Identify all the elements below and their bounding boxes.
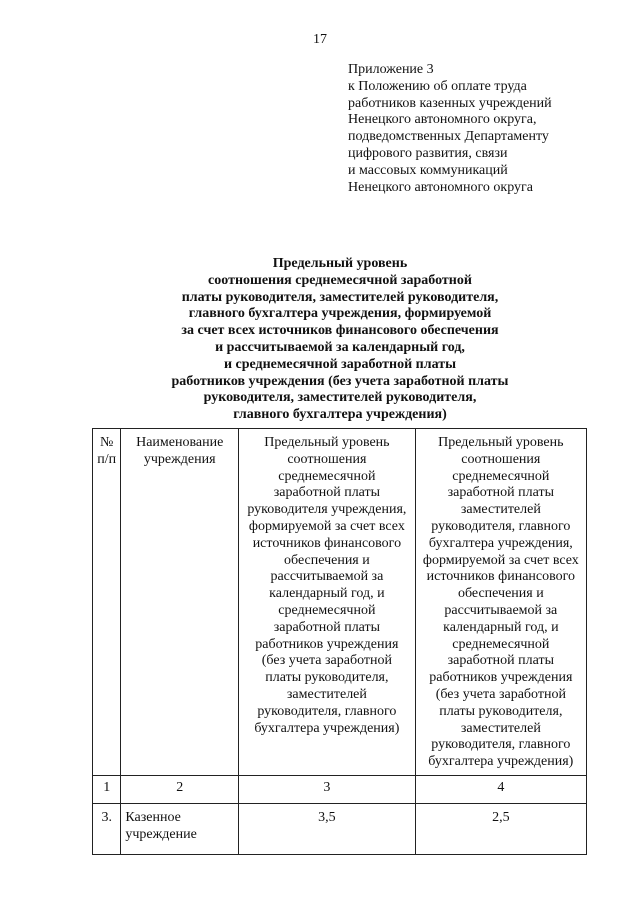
header-line: №: [100, 435, 114, 450]
header-line: руководителя, главного: [431, 518, 571, 534]
title-line: и рассчитываемой за календарный год,: [215, 339, 465, 355]
header-line: обеспечения и: [284, 552, 370, 568]
appendix-line: Ненецкого автономного округа,: [348, 112, 537, 128]
head-ratio-cell: 3,5: [239, 803, 416, 854]
document-title: [140, 256, 540, 424]
header-line: рассчитываемой за: [444, 602, 558, 618]
title-line: и среднемесячной заработной платы: [223, 356, 457, 372]
header-line: заработной платы: [447, 653, 555, 669]
header-line: среднемесячной: [452, 468, 550, 484]
header-line: Наименование: [136, 435, 224, 450]
header-line: формируемой за счет всех: [248, 518, 405, 534]
header-line: платы руководителя,: [265, 670, 389, 686]
column-number-cell: 4: [415, 775, 586, 803]
header-cell-deputy-ratio: [415, 429, 586, 776]
header-line: руководителя, главного: [257, 703, 397, 719]
column-number-row: [93, 775, 587, 803]
institution-name-line: Казенное: [125, 809, 181, 825]
header-line: соотношения: [287, 451, 367, 467]
header-cell-head-ratio: [239, 429, 416, 776]
column-number-cell: 3: [239, 775, 416, 803]
row-number-cell: 3.: [93, 803, 121, 854]
header-line: обеспечения и: [457, 586, 544, 602]
header-cell-number: [93, 429, 121, 776]
title-line: соотношения среднемесячной заработной: [208, 272, 472, 288]
header-line: заработной платы: [273, 485, 381, 501]
header-line: бухгалтера учреждения): [428, 754, 574, 770]
header-line: формируемой за счет всех: [422, 552, 579, 568]
title-line: Предельный уровень: [272, 256, 408, 271]
header-line: источников финансового: [252, 535, 402, 551]
header-line: руководителя, главного: [431, 737, 571, 753]
header-line: заработной платы: [447, 485, 555, 501]
appendix-line: цифрового развития, связи: [348, 145, 508, 161]
page-number: 17: [313, 32, 327, 47]
salary-ratio-table: [92, 428, 587, 855]
header-line: платы руководителя,: [439, 703, 563, 719]
title-line: руководителя, заместителей руководителя,: [203, 390, 477, 406]
header-line: заместителей: [286, 686, 367, 702]
header-line: бухгалтера учреждения,: [428, 535, 573, 551]
column-number-cell: 1: [93, 775, 121, 803]
header-cell-institution-name: [121, 429, 239, 776]
appendix-reference: [348, 62, 618, 196]
appendix-line: к Положению об оплате труда: [348, 78, 527, 94]
header-line: (без учета заработной: [261, 653, 393, 669]
header-line: учреждения: [143, 451, 216, 467]
title-line: платы руководителя, заместителей руководителя,: [181, 289, 499, 305]
appendix-line: и массовых коммуникаций: [348, 162, 508, 178]
header-line: Предельный уровень: [438, 435, 564, 450]
header-line: (без учета заработной: [435, 686, 566, 702]
institution-name-line: учреждение: [125, 826, 197, 842]
header-line: п/п: [97, 451, 117, 467]
institution-name-cell: [121, 803, 239, 854]
title-line: работников учреждения (без учета заработной платы: [171, 373, 509, 389]
table-row: [93, 803, 587, 854]
header-line: Предельный уровень: [264, 435, 390, 450]
title-line: главного бухгалтера учреждения): [233, 407, 447, 423]
header-line: среднемесячной: [278, 468, 376, 484]
header-line: среднемесячной: [278, 602, 376, 618]
header-line: работников учреждения: [429, 670, 573, 686]
appendix-line: подведомственных Департаменту: [348, 129, 549, 145]
deputy-ratio-cell: 2,5: [415, 803, 586, 854]
table-header-row: [93, 429, 587, 776]
header-line: заместителей: [460, 720, 541, 736]
header-line: рассчитываемой за: [270, 569, 384, 585]
appendix-line: работников казенных учреждений: [348, 95, 552, 111]
header-line: руководителя учреждения,: [247, 502, 407, 518]
header-line: календарный год, и: [443, 619, 559, 635]
header-line: соотношения: [461, 451, 541, 467]
title-line: главного бухгалтера учреждения, формируемой: [188, 306, 492, 322]
header-line: работников учреждения: [255, 636, 399, 652]
title-line: за счет всех источников финансового обеспечения: [181, 323, 499, 339]
appendix-line: Ненецкого автономного округа: [348, 179, 533, 195]
appendix-line: Приложение 3: [348, 62, 434, 77]
header-line: источников финансового: [426, 569, 576, 585]
header-line: бухгалтера учреждения): [254, 720, 400, 736]
header-line: среднемесячной: [452, 636, 550, 652]
header-line: календарный год, и: [269, 586, 385, 602]
header-line: заработной платы: [273, 619, 381, 635]
header-line: заместителей: [460, 502, 541, 518]
column-number-cell: 2: [121, 775, 239, 803]
